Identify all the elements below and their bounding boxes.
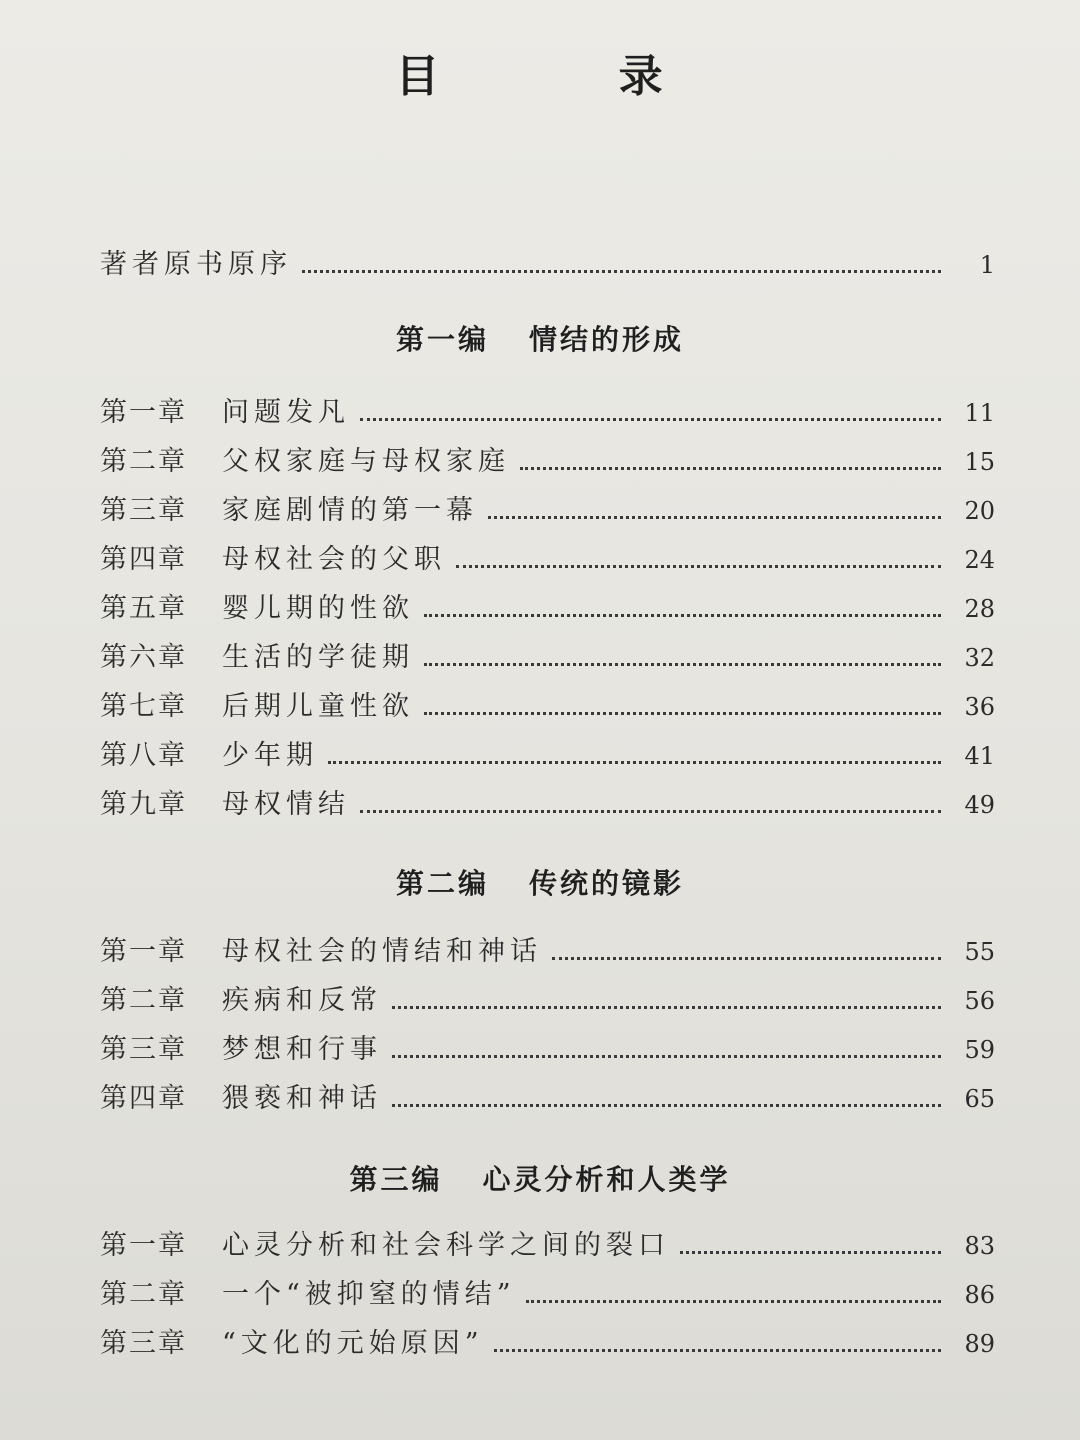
leader-dots [302,270,941,273]
preface-page: 1 [979,251,995,279]
chapter-title: 生活的学徒期 [222,642,414,673]
chapter-number: 第一章 [100,936,187,967]
leader-dots [526,1300,941,1303]
chapter-number: 第一章 [100,1230,187,1261]
chapter-title: “文化的元始原因” [222,1328,484,1359]
part-heading-3 [0,1158,1080,1198]
part-title: 心灵分析和人类学 [482,1163,731,1196]
toc-entry [100,491,995,531]
chapter-number: 第六章 [100,642,187,673]
chapter-number: 第九章 [100,789,187,820]
page-number: 32 [964,644,995,672]
leader-dots [392,1104,941,1107]
toc-entry [100,736,995,776]
chapter-title: 母权社会的情结和神话 [222,936,542,967]
chapter-title: 后期儿童性欲 [222,691,414,722]
page-number: 55 [964,938,995,966]
page-title: 目 录 [395,51,745,102]
page-number: 28 [964,595,995,623]
chapter-number: 第三章 [100,1034,187,1065]
leader-dots [424,712,941,715]
chapter-title: 母权情结 [222,789,350,820]
part-number: 第三编 [349,1163,443,1196]
part-number: 第二编 [395,867,489,900]
part-heading-2 [0,862,1080,902]
chapter-number: 第八章 [100,740,187,771]
leader-dots [328,761,941,764]
toc-entry [100,589,995,629]
chapter-number: 第三章 [100,495,187,526]
toc-entry [100,1079,995,1119]
page-number: 36 [964,693,995,721]
leader-dots [494,1349,941,1352]
chapter-title: 猥亵和神话 [222,1083,382,1114]
page-number: 20 [964,497,995,525]
chapter-number: 第二章 [100,446,187,477]
leader-dots [424,614,941,617]
page-number: 11 [964,399,995,427]
page-number: 56 [964,987,995,1015]
chapter-number: 第七章 [100,691,187,722]
toc-entry [100,638,995,678]
chapter-title: 父权家庭与母权家庭 [222,446,510,477]
chapter-number: 第二章 [100,1279,187,1310]
part-number: 第一编 [395,323,489,356]
leader-dots [360,418,941,421]
toc-entry [100,393,995,433]
page-number: 65 [964,1085,995,1113]
chapter-title: 家庭剧情的第一幕 [222,495,478,526]
leader-dots [520,467,941,470]
page-number: 59 [964,1036,995,1064]
toc-entry [100,932,995,972]
toc-entry [100,981,995,1021]
chapter-number: 第二章 [100,985,187,1016]
toc-entry [100,687,995,727]
leader-dots [392,1006,941,1009]
leader-dots [360,810,941,813]
part-title: 传统的镜影 [529,867,685,900]
part-title: 情结的形成 [529,323,685,356]
page-number: 89 [964,1330,995,1358]
chapter-number: 第一章 [100,397,187,428]
leader-dots [488,516,941,519]
toc-entry [100,1226,995,1266]
chapter-title: 疾病和反常 [222,985,382,1016]
leader-dots [552,957,941,960]
chapter-number: 第四章 [100,544,187,575]
page-number: 24 [964,546,995,574]
chapter-title: 婴儿期的性欲 [222,593,414,624]
page-number: 41 [964,742,995,770]
chapter-title: 少年期 [222,740,318,771]
chapter-number: 第五章 [100,593,187,624]
leader-dots [680,1251,941,1254]
toc-entry [100,540,995,580]
page-number: 49 [964,791,995,819]
chapter-number: 第三章 [100,1328,187,1359]
leader-dots [392,1055,941,1058]
toc-preface [100,245,995,285]
toc-entry [100,785,995,825]
toc-entry [100,1030,995,1070]
chapter-title: 心灵分析和社会科学之间的裂口 [222,1230,670,1261]
toc-entry [100,1324,995,1364]
leader-dots [424,663,941,666]
toc-entry [100,1275,995,1315]
preface-label: 著者原书原序 [100,249,292,280]
chapter-title: 问题发凡 [222,397,350,428]
chapter-number: 第四章 [100,1083,187,1114]
chapter-title: 一个“被抑窒的情结” [222,1279,516,1310]
page-number: 86 [964,1281,995,1309]
page-number: 83 [964,1232,995,1260]
chapter-title: 梦想和行事 [222,1034,382,1065]
part-heading-1 [0,318,1080,358]
toc-entry [100,442,995,482]
page-number: 15 [964,448,995,476]
chapter-title: 母权社会的父职 [222,544,446,575]
leader-dots [456,565,941,568]
